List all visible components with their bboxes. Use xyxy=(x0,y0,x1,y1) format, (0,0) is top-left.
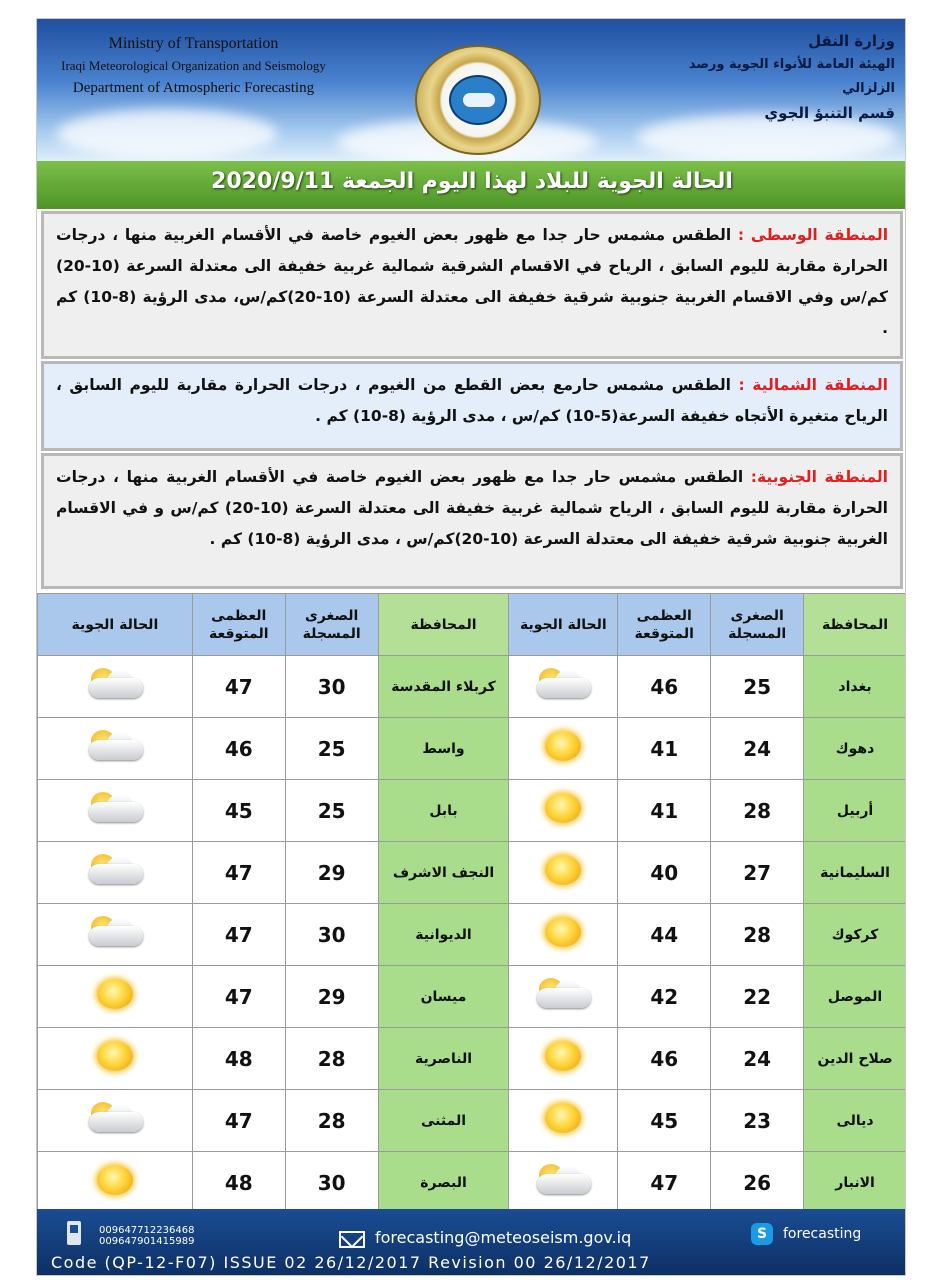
email-address: forecasting@meteoseism.gov.iq xyxy=(375,1228,632,1247)
min-temp-cell: 26 xyxy=(711,1152,804,1214)
condition-cell xyxy=(38,842,193,904)
table-row xyxy=(38,1152,907,1214)
region-central xyxy=(41,211,903,359)
min-temp-cell: 23 xyxy=(711,1090,804,1152)
partly-cloudy-icon xyxy=(85,1100,145,1136)
header-banner xyxy=(37,19,906,161)
phone-icon xyxy=(67,1221,81,1245)
min-temp-cell: 29 xyxy=(285,966,378,1028)
min-temp-cell: 28 xyxy=(711,780,804,842)
table-header-row xyxy=(38,594,907,656)
max-temp-cell: 47 xyxy=(192,1090,285,1152)
min-temp-cell: 25 xyxy=(285,780,378,842)
condition-cell xyxy=(509,1028,618,1090)
sunny-icon xyxy=(97,1041,133,1071)
footer xyxy=(37,1209,906,1276)
page-title: الحالة الجوية للبلاد لهذا اليوم الجمعة 2020/9/11 xyxy=(211,169,733,194)
max-temp-cell: 44 xyxy=(618,904,711,966)
condition-cell xyxy=(38,656,193,718)
skype-icon: S xyxy=(751,1223,773,1245)
table-row xyxy=(38,718,907,780)
max-temp-cell: 47 xyxy=(192,966,285,1028)
partly-cloudy-icon xyxy=(85,728,145,764)
title-bar xyxy=(37,161,906,209)
governorate-cell: أربيل xyxy=(804,780,906,842)
forecast-table xyxy=(37,593,906,1214)
phone-number: 009647712236468 xyxy=(99,1225,195,1236)
max-temp-cell: 41 xyxy=(618,780,711,842)
region-name: المنطقة الوسطى : xyxy=(737,226,889,244)
max-temp-cell: 41 xyxy=(618,718,711,780)
max-temp-cell: 48 xyxy=(192,1152,285,1214)
governorate-cell: المثنى xyxy=(378,1090,509,1152)
condition-cell xyxy=(509,966,618,1028)
mail-icon xyxy=(339,1231,365,1248)
max-temp-cell: 40 xyxy=(618,842,711,904)
table-row xyxy=(38,1090,907,1152)
condition-cell xyxy=(38,1152,193,1214)
table-row xyxy=(38,780,907,842)
phone-numbers xyxy=(99,1225,194,1247)
governorate-cell: الانبار xyxy=(804,1152,906,1214)
condition-cell xyxy=(509,718,618,780)
region-text: الطقس مشمس حار جدا مع ظهور بعض الغيوم خاصة في الأقسام الغربية منها ، درجات الحرارة مقاربة لليوم السابق ، الرياح شمالية غربية خفيفة الى معتدلة السرعة (10-20) كم/س و في الاقسام الغربية جنوبية شرقية خفيفة الى معتدلة السرعة (10-20)كم/س ، مدى الرؤية (8-10) كم . xyxy=(56,468,888,548)
governorate-cell: كركوك xyxy=(804,904,906,966)
ministry-name-en: Ministry of Transportation xyxy=(108,35,279,52)
min-temp-cell: 25 xyxy=(285,718,378,780)
governorate-cell: بغداد xyxy=(804,656,906,718)
min-temp-cell: 30 xyxy=(285,656,378,718)
header-condition: الحالة الجوية xyxy=(509,594,618,656)
table-row xyxy=(38,966,907,1028)
sunny-icon xyxy=(545,917,581,947)
region-name: المنطقة الجنوبية: xyxy=(750,468,888,486)
english-header xyxy=(51,33,336,99)
governorate-cell: الموصل xyxy=(804,966,906,1028)
region-text: الطقس مشمس حارمع بعض القطع من الغيوم ، درجات الحرارة مقاربة لليوم السابق ، الرياح متغيرة الأتجاه خفيفة السرعة(5-10) كم/س ، مدى الرؤية (8-10) كم . xyxy=(56,376,888,425)
header-condition: الحالة الجوية xyxy=(38,594,193,656)
max-temp-cell: 46 xyxy=(192,718,285,780)
department-name-ar: قسم التنبؤ الجوي xyxy=(764,104,895,122)
min-temp-cell: 24 xyxy=(711,718,804,780)
department-name-en: Department of Atmospheric Forecasting xyxy=(72,80,315,96)
governorate-cell: دهوك xyxy=(804,718,906,780)
governorate-cell: ديالى xyxy=(804,1090,906,1152)
min-temp-cell: 22 xyxy=(711,966,804,1028)
sunny-icon xyxy=(545,793,581,823)
organization-logo xyxy=(415,45,541,155)
governorate-cell: كربلاء المقدسة xyxy=(378,656,509,718)
region-north xyxy=(41,361,903,451)
governorate-cell: واسط xyxy=(378,718,509,780)
condition-cell xyxy=(38,1090,193,1152)
phone-number: 009647901415989 xyxy=(99,1236,195,1247)
header-min: الصغرى المسجلة xyxy=(711,594,804,656)
min-temp-cell: 28 xyxy=(711,904,804,966)
governorate-cell: ميسان xyxy=(378,966,509,1028)
max-temp-cell: 47 xyxy=(192,842,285,904)
governorate-cell: البصرة xyxy=(378,1152,509,1214)
organization-name-ar: الهيئة العامة للأنواء الجوية ورصد الزلزالي xyxy=(688,57,895,96)
partly-cloudy-icon xyxy=(85,666,145,702)
sunny-icon xyxy=(545,1041,581,1071)
governorate-cell: الديوانية xyxy=(378,904,509,966)
min-temp-cell: 24 xyxy=(711,1028,804,1090)
partly-cloudy-icon xyxy=(85,790,145,826)
sunny-icon xyxy=(545,1103,581,1133)
governorate-cell: الناصرية xyxy=(378,1028,509,1090)
min-temp-cell: 29 xyxy=(285,842,378,904)
governorate-cell: النجف الاشرف xyxy=(378,842,509,904)
max-temp-cell: 46 xyxy=(618,656,711,718)
min-temp-cell: 30 xyxy=(285,904,378,966)
table-row xyxy=(38,1028,907,1090)
partly-cloudy-icon xyxy=(85,914,145,950)
condition-cell xyxy=(509,656,618,718)
header-governorate: المحافظة xyxy=(378,594,509,656)
condition-cell xyxy=(509,842,618,904)
partly-cloudy-icon xyxy=(533,976,593,1012)
max-temp-cell: 48 xyxy=(192,1028,285,1090)
header-max: العظمى المتوقعة xyxy=(618,594,711,656)
max-temp-cell: 45 xyxy=(618,1090,711,1152)
table-row xyxy=(38,656,907,718)
condition-cell xyxy=(509,904,618,966)
max-temp-cell: 42 xyxy=(618,966,711,1028)
region-text: الطقس مشمس حار جدا مع ظهور بعض الغيوم خاصة في الأقسام الغربية منها ، درجات الحرارة مقاربة لليوم السابق ، الرياح في الاقسام الشرقية شمالية غربية خفيفة الى معتدلة السرعة (10-20) كم/س وفي الاقسام الغربية جنوبية شرقية خفيفة الى معتدلة السرعة (10-20)كم/س، مدى الرؤية (8-10) كم . xyxy=(56,226,888,337)
min-temp-cell: 28 xyxy=(285,1028,378,1090)
condition-cell xyxy=(38,966,193,1028)
sunny-icon xyxy=(545,855,581,885)
max-temp-cell: 47 xyxy=(192,904,285,966)
max-temp-cell: 47 xyxy=(618,1152,711,1214)
arabic-header xyxy=(635,29,895,125)
sunny-icon xyxy=(97,1165,133,1195)
sunny-icon xyxy=(97,979,133,1009)
governorate-cell: السليمانية xyxy=(804,842,906,904)
max-temp-cell: 45 xyxy=(192,780,285,842)
header-max: العظمى المتوقعة xyxy=(192,594,285,656)
table-body xyxy=(38,656,907,1214)
max-temp-cell: 47 xyxy=(192,656,285,718)
table-row xyxy=(38,842,907,904)
partly-cloudy-icon xyxy=(533,666,593,702)
cloud-emblem-icon xyxy=(449,75,507,125)
document-code: Code (QP-12-F07) ISSUE 02 26/12/2017 Revision 00 26/12/2017 xyxy=(51,1253,651,1272)
min-temp-cell: 27 xyxy=(711,842,804,904)
partly-cloudy-icon xyxy=(533,1162,593,1198)
region-south xyxy=(41,453,903,589)
min-temp-cell: 30 xyxy=(285,1152,378,1214)
governorate-cell: صلاح الدين xyxy=(804,1028,906,1090)
partly-cloudy-icon xyxy=(85,852,145,888)
header-min: الصغرى المسجلة xyxy=(285,594,378,656)
forecast-sheet xyxy=(36,18,906,1276)
organization-name-en: Iraqi Meteorological Organization and Seismology xyxy=(61,58,326,73)
condition-cell xyxy=(509,1090,618,1152)
condition-cell xyxy=(38,1028,193,1090)
region-name: المنطقة الشمالية : xyxy=(738,376,888,394)
governorate-cell: بابل xyxy=(378,780,509,842)
min-temp-cell: 25 xyxy=(711,656,804,718)
condition-cell xyxy=(38,718,193,780)
condition-cell xyxy=(38,780,193,842)
table-row xyxy=(38,904,907,966)
skype-id: forecasting xyxy=(783,1226,862,1242)
min-temp-cell: 28 xyxy=(285,1090,378,1152)
max-temp-cell: 46 xyxy=(618,1028,711,1090)
ministry-name-ar: وزارة النقل xyxy=(808,32,895,50)
condition-cell xyxy=(38,904,193,966)
condition-cell xyxy=(509,1152,618,1214)
header-governorate: المحافظة xyxy=(804,594,906,656)
condition-cell xyxy=(509,780,618,842)
sunny-icon xyxy=(545,731,581,761)
